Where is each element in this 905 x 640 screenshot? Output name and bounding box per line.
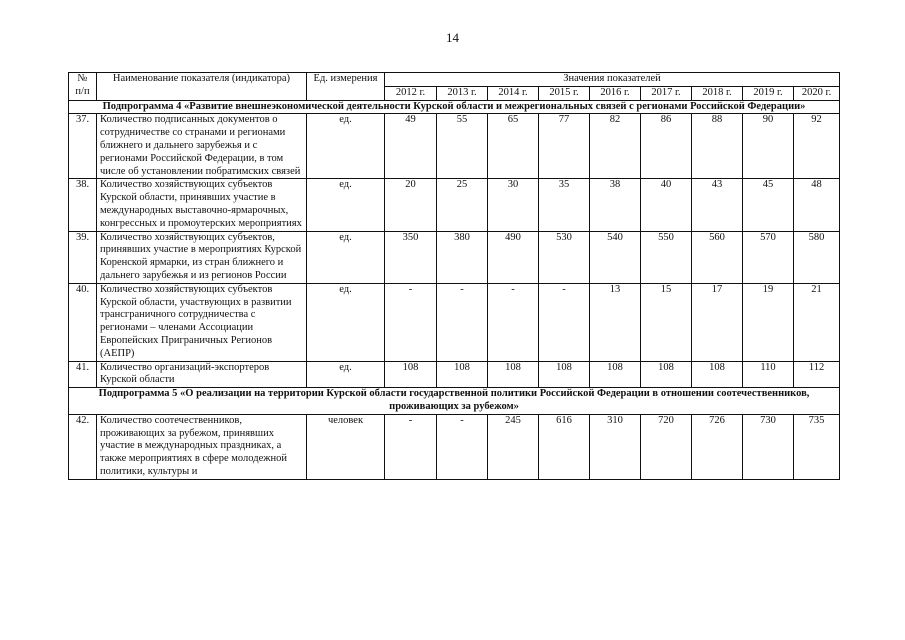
unit-cell: ед. bbox=[307, 361, 385, 388]
subprogram-row bbox=[69, 388, 840, 415]
header-year: 2020 г. bbox=[794, 86, 840, 100]
row-number: 41. bbox=[69, 361, 97, 388]
value-cell: 735 bbox=[794, 414, 840, 479]
value-cell: 77 bbox=[539, 114, 590, 179]
value-cell: 580 bbox=[794, 231, 840, 283]
indicator-name: Количество хозяйствующих субъектов, принявших участие в мероприятиях Курской Коренской ярмарки, из стран ближнего и дальнего зарубежья и из регионов России bbox=[97, 231, 307, 283]
value-cell: - bbox=[437, 414, 488, 479]
indicator-name: Количество подписанных документов о сотрудничестве со странами и регионами ближнего и дальнего зарубежья и с регионами Российской Федерации, в том числе об установлении побратимских связей bbox=[97, 114, 307, 179]
value-cell: 380 bbox=[437, 231, 488, 283]
value-cell: 108 bbox=[539, 361, 590, 388]
row-number: 38. bbox=[69, 179, 97, 231]
value-cell: 350 bbox=[385, 231, 437, 283]
unit-cell: человек bbox=[307, 414, 385, 479]
value-cell: 108 bbox=[488, 361, 539, 388]
table-row bbox=[69, 361, 840, 388]
value-cell: 55 bbox=[437, 114, 488, 179]
subprogram-row bbox=[69, 100, 840, 114]
header-name: Наименование показателя (индикатора) bbox=[97, 73, 307, 101]
value-cell: 720 bbox=[641, 414, 692, 479]
table-row bbox=[69, 414, 840, 479]
value-cell: 108 bbox=[437, 361, 488, 388]
header-unit: Ед. измерения bbox=[307, 73, 385, 101]
unit-cell: ед. bbox=[307, 283, 385, 361]
unit-cell: ед. bbox=[307, 231, 385, 283]
value-cell: 88 bbox=[692, 114, 743, 179]
value-cell: 530 bbox=[539, 231, 590, 283]
table-row bbox=[69, 283, 840, 361]
value-cell: 570 bbox=[743, 231, 794, 283]
page-number: 14 bbox=[446, 30, 459, 45]
value-cell: 616 bbox=[539, 414, 590, 479]
value-cell: 38 bbox=[590, 179, 641, 231]
value-cell: 726 bbox=[692, 414, 743, 479]
table-body bbox=[69, 388, 840, 480]
header-year: 2016 г. bbox=[590, 86, 641, 100]
unit-cell: ед. bbox=[307, 179, 385, 231]
value-cell: - bbox=[539, 283, 590, 361]
value-cell: 35 bbox=[539, 179, 590, 231]
value-cell: 30 bbox=[488, 179, 539, 231]
value-cell: - bbox=[488, 283, 539, 361]
indicator-name: Количество организаций-экспортеров Курской области bbox=[97, 361, 307, 388]
value-cell: 13 bbox=[590, 283, 641, 361]
value-cell: 310 bbox=[590, 414, 641, 479]
value-cell: 108 bbox=[385, 361, 437, 388]
header-num: № п/п bbox=[69, 73, 97, 101]
table-body bbox=[69, 100, 840, 388]
indicators-table bbox=[68, 72, 840, 480]
value-cell: 108 bbox=[692, 361, 743, 388]
value-cell: 730 bbox=[743, 414, 794, 479]
value-cell: 108 bbox=[590, 361, 641, 388]
row-number: 40. bbox=[69, 283, 97, 361]
unit-cell: ед. bbox=[307, 114, 385, 179]
header-year: 2017 г. bbox=[641, 86, 692, 100]
value-cell: - bbox=[385, 283, 437, 361]
value-cell: 43 bbox=[692, 179, 743, 231]
value-cell: 82 bbox=[590, 114, 641, 179]
table-row bbox=[69, 179, 840, 231]
value-cell: 49 bbox=[385, 114, 437, 179]
subprogram-title: Подпрограмма 5 «О реализации на территории Курской области государственной политики Российской Федерации в отношении соотечественников, проживающих за рубежом» bbox=[69, 388, 840, 415]
value-cell: 245 bbox=[488, 414, 539, 479]
value-cell: 25 bbox=[437, 179, 488, 231]
value-cell: 86 bbox=[641, 114, 692, 179]
value-cell: 108 bbox=[641, 361, 692, 388]
value-cell: 21 bbox=[794, 283, 840, 361]
header-year: 2012 г. bbox=[385, 86, 437, 100]
value-cell: 550 bbox=[641, 231, 692, 283]
header-year: 2019 г. bbox=[743, 86, 794, 100]
value-cell: 48 bbox=[794, 179, 840, 231]
value-cell: 560 bbox=[692, 231, 743, 283]
row-number: 42. bbox=[69, 414, 97, 479]
indicator-name: Количество хозяйствующих субъектов Курской области, участвующих в развитии трансграничного сотрудничества с регионами – членами Ассоциации Европейских Приграничных Регионов (АЕПР) bbox=[97, 283, 307, 361]
value-cell: 40 bbox=[641, 179, 692, 231]
value-cell: 20 bbox=[385, 179, 437, 231]
value-cell: 19 bbox=[743, 283, 794, 361]
header-year: 2015 г. bbox=[539, 86, 590, 100]
header-year: 2013 г. bbox=[437, 86, 488, 100]
value-cell: 92 bbox=[794, 114, 840, 179]
value-cell: 65 bbox=[488, 114, 539, 179]
indicator-name: Количество соотечественников, проживающих за рубежом, принявших участие в международных праздниках, а также мероприятиях в сфере молодежной политики, культуры и bbox=[97, 414, 307, 479]
header-values: Значения показателей bbox=[385, 73, 840, 87]
value-cell: 490 bbox=[488, 231, 539, 283]
row-number: 39. bbox=[69, 231, 97, 283]
table-row bbox=[69, 231, 840, 283]
value-cell: 15 bbox=[641, 283, 692, 361]
value-cell: 540 bbox=[590, 231, 641, 283]
value-cell: 17 bbox=[692, 283, 743, 361]
value-cell: 110 bbox=[743, 361, 794, 388]
value-cell: 90 bbox=[743, 114, 794, 179]
value-cell: - bbox=[385, 414, 437, 479]
table-row bbox=[69, 114, 840, 179]
header-year: 2018 г. bbox=[692, 86, 743, 100]
value-cell: - bbox=[437, 283, 488, 361]
row-number: 37. bbox=[69, 114, 97, 179]
subprogram-title: Подпрограмма 4 «Развитие внешнеэкономической деятельности Курской области и межрегиональных связей с регионами Российской Федерации» bbox=[69, 100, 840, 114]
value-cell: 112 bbox=[794, 361, 840, 388]
header-year: 2014 г. bbox=[488, 86, 539, 100]
value-cell: 45 bbox=[743, 179, 794, 231]
indicator-name: Количество хозяйствующих субъектов Курской области, принявших участие в международных выставочно-ярмарочных, конгрессных и промоутерских мероприятиях bbox=[97, 179, 307, 231]
